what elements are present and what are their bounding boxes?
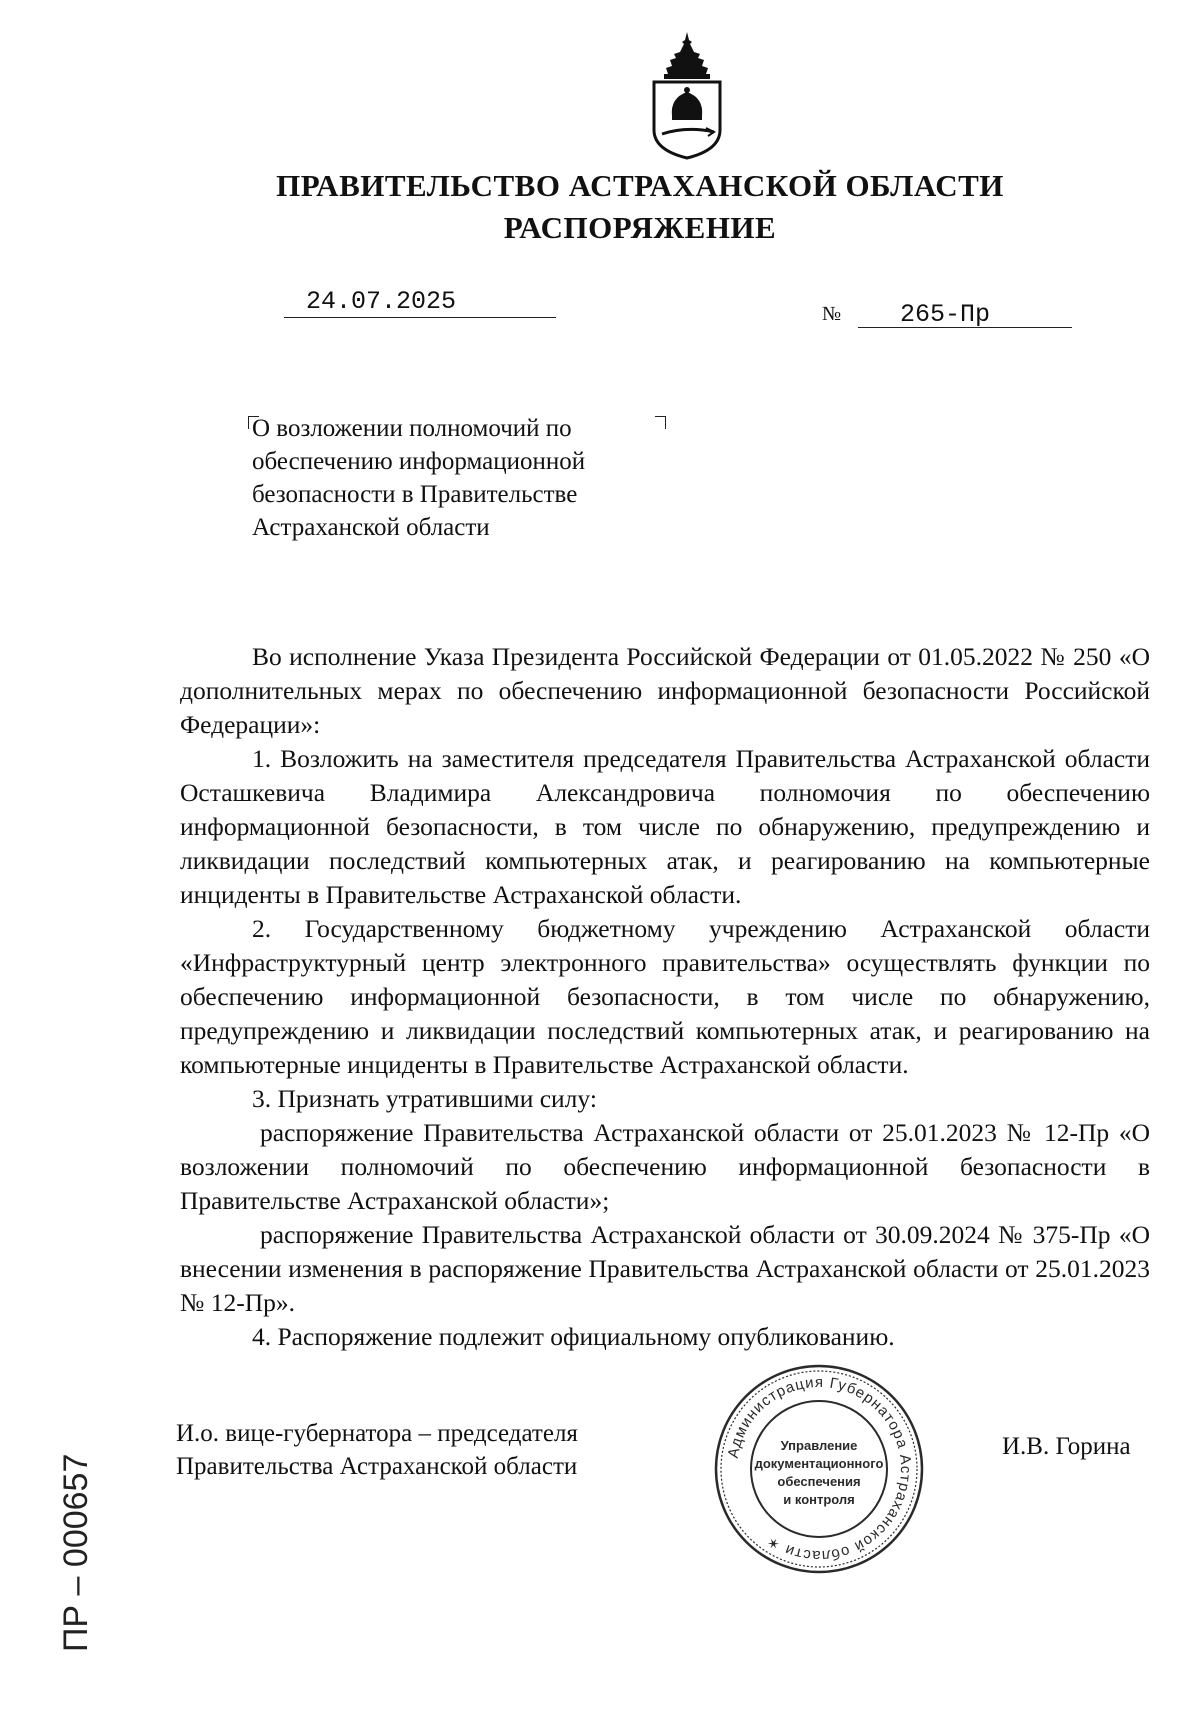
item-3-paragraph: 3. Признать утратившими силу: [252, 1084, 597, 1113]
subject-line: безопасности в Правительстве [252, 481, 578, 508]
signatory-position [176, 1417, 676, 1483]
number-label: № [822, 303, 842, 325]
item-2-paragraph: 2. Государственному бюджетному учреждению Астраханской области «Инфраструктурный центр электронного правительства» осуществлять функции по обеспечению информационной безопасности, в том числе по обнаружению, предупреждению и ликвидации последствий компьютерных атак, и реагированию на компьютерные инциденты в Правительстве Астраханской области. [180, 914, 1150, 1079]
signatory-name: И.В. Горина [1002, 1433, 1131, 1460]
subject-line: Астраханской области [252, 514, 490, 541]
svg-text:документационного: документационного [754, 1456, 884, 1471]
government-title: ПРАВИТЕЛЬСТВО АСТРАХАНСКОЙ ОБЛАСТИ [276, 168, 1004, 203]
item-4-paragraph: 4. Распоряжение подлежит официальному опубликованию. [252, 1322, 895, 1351]
document-type: РАСПОРЯЖЕНИЕ [503, 210, 777, 245]
official-seal-stamp [712, 1362, 926, 1576]
item-3a-paragraph: распоряжение Правительства Астраханской области от 25.01.2023 № 12-Пр «О возложении полномочий по обеспечению информационной безопасности в Правительстве Астраханской области»; [180, 1118, 1150, 1215]
document-date: 24.07.2025 [306, 287, 457, 316]
document-subject [252, 412, 652, 544]
number-underline [858, 327, 1072, 328]
date-underline [284, 317, 556, 318]
coat-of-arms-emblem [648, 30, 726, 160]
svg-text:обеспечения: обеспечения [777, 1474, 861, 1489]
registration-number: ПР – 000657 [57, 1453, 95, 1652]
subject-line: О возложении полномочий по [252, 415, 572, 442]
signatory-position-line: Правительства Астраханской области [176, 1453, 578, 1480]
document-number: 265-Пр [900, 300, 991, 329]
subject-line: обеспечению информационной [252, 448, 586, 475]
svg-text:Управление: Управление [780, 1438, 858, 1453]
document-body [180, 640, 1150, 1354]
item-1-paragraph: 1. Возложить на заместителя председателя Правительства Астраханской области Осташкевича Владимира Александровича полномочия по обеспечению информационной безопасности, в том числе по обнаружению, предупреждению и ликвидации последствий компьютерных атак, и реагированию на компьютерные инциденты в Правительстве Астраханской области. [180, 744, 1150, 909]
svg-text:и контроля: и контроля [783, 1492, 855, 1507]
preamble-paragraph: Во исполнение Указа Президента Российской Федерации от 01.05.2022 № 250 «О дополнительных мерах по обеспечению информационной безопасности Российской Федерации»: [180, 642, 1150, 739]
svg-text:Администрация Губернатора Астр: Администрация Губернатора Астраханской области ✶ [724, 1373, 915, 1565]
signatory-position-line: И.о. вице-губернатора – председателя [176, 1420, 578, 1447]
item-3b-paragraph: распоряжение Правительства Астраханской области от 30.09.2024 № 375-Пр «О внесении изменения в распоряжение Правительства Астраханской области от 25.01.2023 № 12-Пр». [180, 1220, 1150, 1317]
subject-bracket-right [655, 416, 666, 429]
